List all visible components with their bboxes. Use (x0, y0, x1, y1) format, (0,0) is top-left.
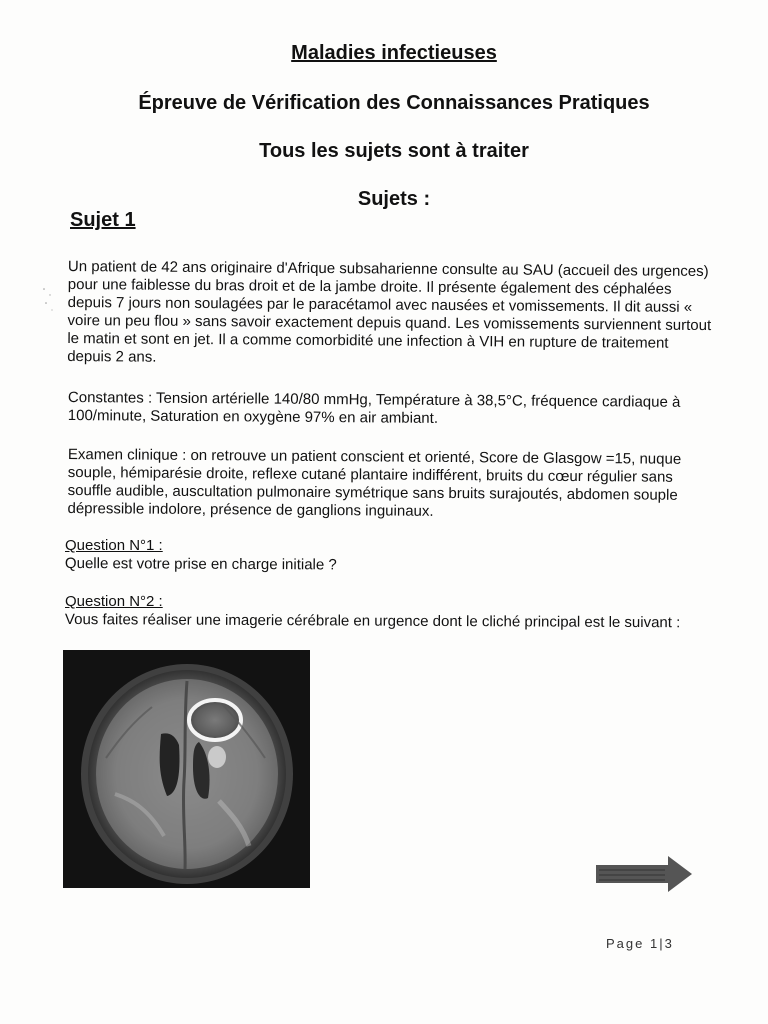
subject-heading: Sujet 1 (70, 209, 136, 231)
brain-mri-illustration (63, 650, 310, 888)
document-instruction: Tous les sujets sont à traiter (259, 140, 529, 162)
document-subtitle: Épreuve de Vérification des Connaissances Pratiques (138, 92, 650, 114)
question-2-label: Question N°2 : (65, 593, 163, 610)
scan-speckle (40, 285, 56, 315)
question-1-label: Question N°1 : (65, 537, 163, 554)
vital-signs-paragraph: Constantes : Tension artérielle 140/80 mmHg, Température à 38,5°C, fréquence cardiaque à 100/minute, Saturation en oxygène 97% en air ambiant. (67, 389, 681, 427)
document-title: Maladies infectieuses (291, 42, 497, 64)
topics-label: Sujets : (357, 188, 431, 210)
right-arrow-icon (596, 856, 692, 892)
question-1-text: Quelle est votre prise en charge initiale ? (64, 555, 337, 574)
question-2-text: Vous faites réaliser une imagerie cérébrale en urgence dont le cliché principal est le suivant : (64, 611, 681, 632)
case-history-paragraph: Un patient de 42 ans originaire d'Afrique subsaharienne consulte au SAU (accueil des urgences) pour une faiblesse du bras droit et de la jambe droite. Il présente également des céphalées depuis 7 jours non soulagées par le paracétamol avec nausées et vomissements. Il dit aussi « voire un peu flou » sans savoir exactement depuis quand. Les vomissements surviennent surtout le matin et sont en jet. Il a comme comorbidité une infection à VIH en rupture de traitement depuis 2 ans. (67, 258, 712, 366)
clinical-exam-paragraph: Examen clinique : on retrouve un patient conscient et orienté, Score de Glasgow =15, nuque souple, hémiparésie droite, reflexe cutané plantaire indifférent, bruits du cœur régulier sans souffle audible, auscultation pulmonaire symétrique sans bruits surajoutés, abdomen souple dépressible indolore, présence de ganglions inguinaux. (67, 446, 682, 520)
brain-mri-image (63, 650, 310, 888)
page-number: Page 1|3 (606, 936, 674, 951)
